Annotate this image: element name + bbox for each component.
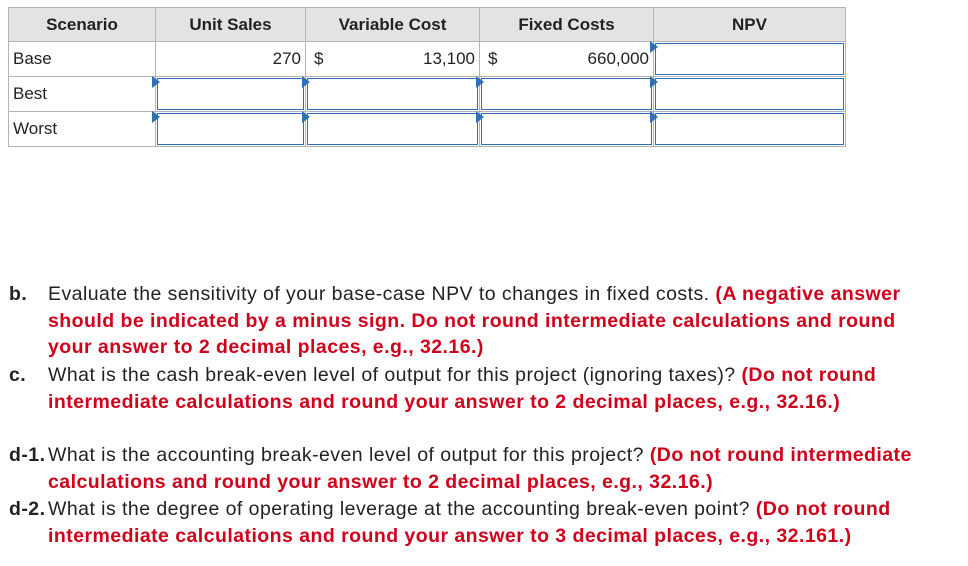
variable-cost-worst-input[interactable] [307,113,478,145]
header-variable-cost: Variable Cost [306,8,480,42]
header-npv: NPV [654,8,846,42]
question-d1 [9,442,939,495]
question-d2 [9,496,939,549]
variable-cost-worst-cell [306,112,480,147]
unit-sales-value: 270 [156,42,306,77]
npv-best-input[interactable] [655,78,844,110]
question-b [9,281,939,361]
input-flag-icon [302,76,310,88]
question-text: What is the accounting break-even level of output for this project? [48,444,644,466]
scenario-table [8,7,846,147]
scenario-label: Worst [9,112,156,147]
npv-base-cell [654,42,846,77]
question-body [48,496,939,549]
question-label: c. [9,364,27,386]
unit-sales-worst-cell [156,112,306,147]
question-label: d-2. [9,498,46,520]
fixed-costs-cell [480,42,654,77]
fixed-costs-best-input[interactable] [481,78,652,110]
fixed-costs-worst-input[interactable] [481,113,652,145]
table-row-best [9,77,846,112]
table-row-worst [9,112,846,147]
question-instruction: (Do not round intermediate calculations and round your answer to 2 decimal places, e.g., 32.16.) [48,364,877,413]
unit-sales-best-cell [156,77,306,112]
question-instruction: (A negative answer should be indicated by a minus sign. Do not round intermediate calculations and round your answer to 2 decimal places, e.g., 32.16.) [48,283,901,358]
variable-cost-best-cell [306,77,480,112]
npv-worst-input[interactable] [655,113,844,145]
input-flag-icon [152,76,160,88]
header-fixed-costs: Fixed Costs [480,8,654,42]
variable-cost-value: 13,100 [423,49,475,68]
input-flag-icon [476,111,484,123]
variable-cost-cell [306,42,480,77]
question-instruction: (Do not round intermediate calculations and round your answer to 3 decimal places, e.g., 32.161.) [48,498,891,547]
question-body [48,281,939,361]
unit-sales-worst-input[interactable] [157,113,304,145]
unit-sales-best-input[interactable] [157,78,304,110]
npv-base-input[interactable] [655,43,844,75]
scenario-label: Best [9,77,156,112]
header-unit-sales: Unit Sales [156,8,306,42]
input-flag-icon [650,41,658,53]
question-label: b. [9,283,28,305]
fixed-costs-value: 660,000 [587,49,649,68]
question-c [9,362,939,415]
question-instruction: (Do not round intermediate calculations and round your answer to 2 decimal places, e.g., 32.16.) [48,444,912,493]
fixed-costs-best-cell [480,77,654,112]
input-flag-icon [476,76,484,88]
variable-cost-best-input[interactable] [307,78,478,110]
input-flag-icon [650,76,658,88]
question-body [48,442,939,495]
npv-best-cell [654,77,846,112]
dollar-sign: $ [314,49,324,68]
input-flag-icon [302,111,310,123]
question-text: What is the cash break-even level of output for this project (ignoring taxes)? [48,364,736,386]
header-scenario: Scenario [9,8,156,42]
question-text: What is the degree of operating leverage at the accounting break-even point? [48,498,750,520]
input-flag-icon [650,111,658,123]
scenario-label: Base [9,42,156,77]
input-flag-icon [152,111,160,123]
table-header-row [9,8,846,42]
question-text: Evaluate the sensitivity of your base-case NPV to changes in fixed costs. [48,283,710,305]
question-body [48,362,939,415]
question-label: d-1. [9,444,46,466]
fixed-costs-worst-cell [480,112,654,147]
npv-worst-cell [654,112,846,147]
table-row-base [9,42,846,77]
dollar-sign: $ [488,49,498,68]
